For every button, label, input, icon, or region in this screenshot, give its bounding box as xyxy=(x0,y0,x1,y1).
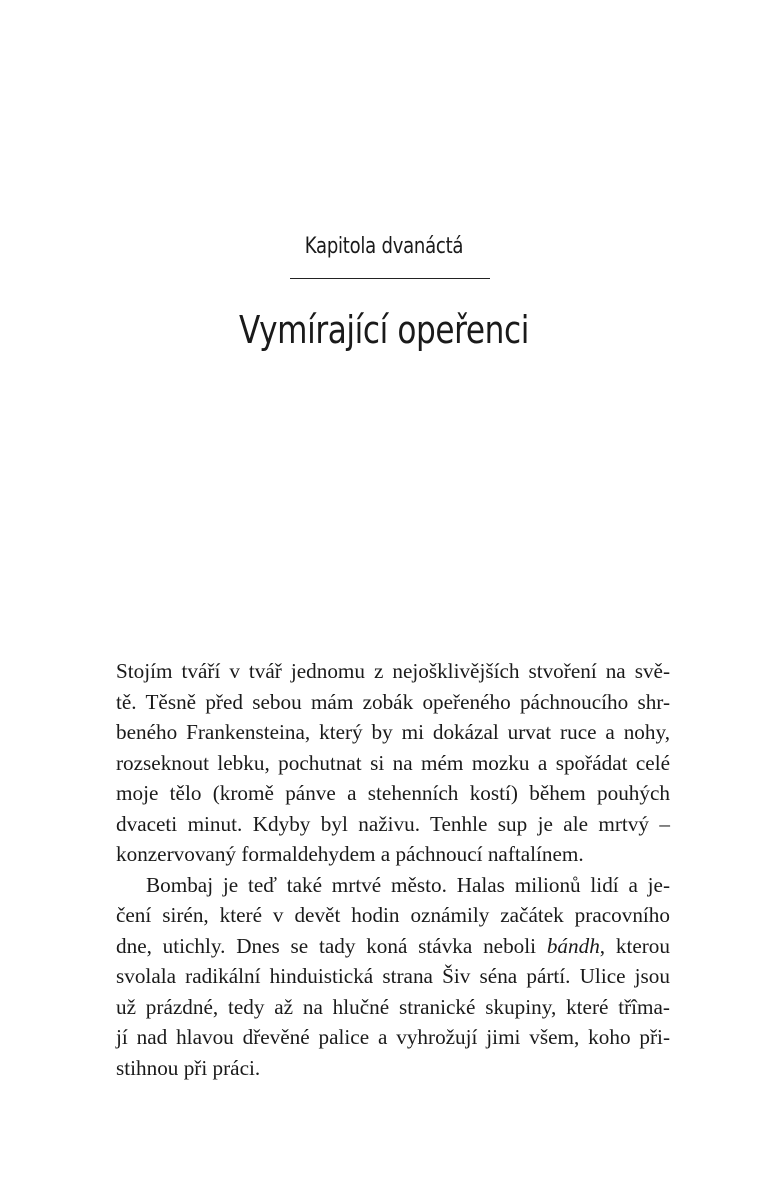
text-segment: dne, utichly. Dnes se tady koná stávka neboli xyxy=(116,933,547,958)
text-line: konzervovaný formaldehydem a páchnoucí naftalínem. xyxy=(116,842,584,866)
text-line: beného Frankensteina, který by mi dokázal urvat ruce a nohy, xyxy=(116,720,670,744)
text-line: rozseknout lebku, pochutnat si na mém mozku a spořádat celé xyxy=(116,750,670,775)
text-line: už prázdné, tedy až na hlučné stranické skupiny, které třîma- xyxy=(116,994,670,1019)
text-segment: , kterou xyxy=(599,933,670,958)
italic-term: bándh xyxy=(546,933,600,958)
paragraph-2 xyxy=(116,870,670,1084)
text-line: jí nad hlavou dřevěné palice a vyhrožují jimi všem, koho při- xyxy=(116,1025,670,1049)
chapter-label: Kapitola dvanáctá xyxy=(304,234,464,259)
text-line: stihnou při práci. xyxy=(116,1055,261,1080)
text-line: dvaceti minut. Kdyby byl naživu. Tenhle sup je ale mrtvý – xyxy=(116,811,670,836)
chapter-title: Vymírající opeřenci xyxy=(239,308,529,352)
chapter-rule xyxy=(290,278,490,279)
text-line xyxy=(116,931,670,962)
text-line: Bombaj je teď také mrtvé město. Halas milionů lidí a je- xyxy=(146,872,670,897)
body-text xyxy=(116,656,670,1083)
paragraph-1 xyxy=(116,656,670,870)
text-line: svolala radikální hinduistická strana Šiv séna pártí. Ulice jsou xyxy=(116,964,670,988)
text-line: tě. Těsně před sebou mám zobák opeřeného páchnoucího shr- xyxy=(116,689,670,714)
text-line: Stojím tváří v tvář jednomu z nejošklivějších stvoření na svě- xyxy=(116,659,670,683)
text-line: moje tělo (kromě pánve a stehenních kostí) během pouhých xyxy=(116,781,670,805)
text-line: čení sirén, které v devět hodin oznámily začátek pracovního xyxy=(116,903,670,927)
